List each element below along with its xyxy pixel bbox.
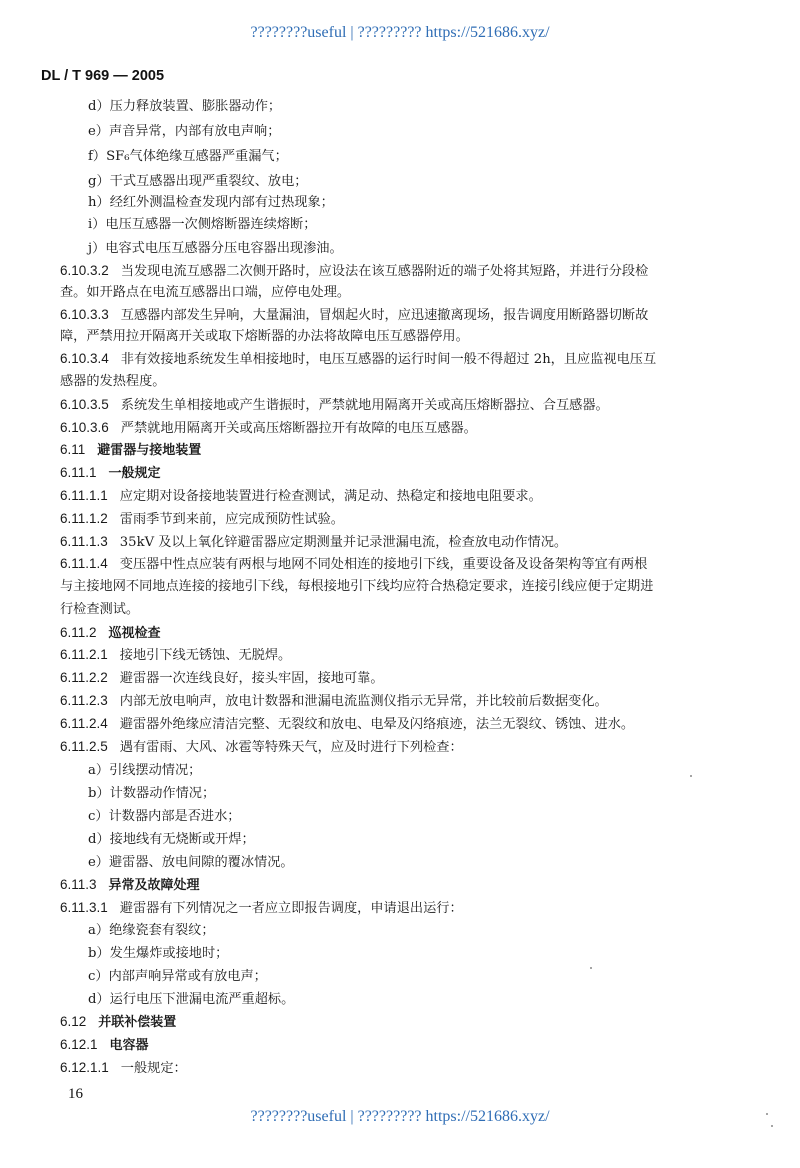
list-item (88, 240, 343, 258)
section-title: 避雷器与接地装置 (97, 443, 202, 458)
section-number: 6.12 (60, 1014, 87, 1029)
list-item (88, 945, 228, 963)
list-text: 压力释放装置、膨胀器动作； (109, 99, 282, 114)
section-number: 6.11.1 (60, 465, 97, 480)
clause-number: 6.11.1.1 (60, 488, 108, 503)
clause-number: 6.10.3.5 (60, 397, 109, 412)
list-text: 干式互感器出现严重裂纹、放电； (109, 174, 308, 189)
clause-6-11-2-1 (60, 646, 291, 665)
clause-number: 6.11.2.1 (60, 647, 108, 662)
list-item (88, 762, 201, 780)
clause-6-11-1-3 (60, 533, 567, 552)
list-text: 发生爆炸或接地时； (109, 946, 229, 961)
section-title: 异常及故障处理 (108, 878, 200, 893)
list-marker: i） (88, 217, 106, 232)
clause-number: 6.10.3.2 (60, 263, 109, 278)
clause-number: 6.11.2.5 (60, 739, 108, 754)
standard-code: DL / T 969 — 2005 (41, 68, 165, 84)
list-text: SF₆气体绝缘互感器严重漏气； (106, 149, 288, 164)
section-heading-6-11-2 (60, 624, 161, 643)
scan-speck (771, 1125, 773, 1127)
clause-6-10-3-2 (60, 262, 648, 281)
clause-6-11-1-4 (60, 555, 647, 574)
list-item (88, 854, 294, 872)
list-text: 避雷器、放电间隙的覆冰情况。 (109, 855, 294, 870)
list-marker: e） (88, 855, 109, 870)
list-item (88, 808, 240, 826)
watermark-link-bottom[interactable]: ????????useful | ????????? https://521686.xyz/ (250, 1108, 550, 1125)
list-marker: j） (88, 241, 106, 256)
clause-number: 6.10.3.6 (60, 420, 109, 435)
list-text: 计数器内部是否进水； (108, 809, 241, 824)
section-title: 巡视检查 (108, 626, 161, 641)
list-item (88, 194, 334, 212)
list-marker: f） (88, 149, 107, 164)
clause-text: 严禁就地用隔离开关或高压熔断器拉开有故障的电压互感器。 (120, 421, 477, 436)
clause-text: 系统发生单相接地或产生谐振时，严禁就地用隔离开关或高压熔断器拉、合互感器。 (120, 398, 609, 413)
clause-continuation: 查。如开路点在电流互感器出口端，应停电处理。 (60, 285, 351, 300)
list-marker: h） (88, 195, 110, 210)
clause-6-11-1-2 (60, 510, 344, 529)
clause-text: 非有效接地系统发生单相接地时，电压互感器的运行时间一般不得超过 2h，且应监视电压互 (120, 352, 657, 367)
clause-continuation: 障，严禁用拉开隔离开关或取下熔断器的办法将故障电压互感器停用。 (60, 329, 469, 344)
clause-text: 互感器内部发生异响，大量漏油，冒烟起火时，应迅速撤离现场，报告调度用断路器切断故 (120, 308, 649, 323)
scan-speck (590, 967, 592, 969)
clause-6-10-3-6 (60, 419, 477, 438)
list-marker: e） (88, 124, 109, 139)
list-text: 内部声响异常或有放电声； (108, 969, 267, 984)
list-item (88, 216, 316, 234)
scan-speck (690, 775, 692, 777)
clause-number: 6.12.1.1 (60, 1060, 109, 1075)
list-item (88, 991, 294, 1009)
section-heading-6-11 (60, 441, 201, 460)
list-item (88, 922, 215, 940)
clause-number: 6.11.2.2 (60, 670, 108, 685)
clause-text: 变压器中性点应装有两根与地网不同处相连的接地引下线，重要设备及设备架构等宜有两根 (119, 557, 648, 572)
list-text: 电压互感器一次侧熔断器连续熔断； (105, 217, 317, 232)
clause-6-10-3-3 (60, 306, 648, 325)
list-marker: c） (88, 969, 109, 984)
list-marker: d） (88, 832, 110, 847)
list-marker: d） (88, 992, 110, 1007)
list-text: 经红外测温检查发现内部有过热现象； (109, 195, 334, 210)
clause-text: 当发现电流互感器二次侧开路时，应设法在该互感器附近的端子处将其短路，并进行分段检 (120, 264, 649, 279)
clause-continuation: 感器的发热程度。 (60, 374, 166, 389)
clause-text: 避雷器有下列情况之一者应立即报告调度，申请退出运行： (119, 901, 463, 916)
list-text: 绝缘瓷套有裂纹； (109, 923, 215, 938)
clause-6-11-2-3 (60, 692, 608, 711)
section-title: 一般规定 (108, 466, 161, 481)
section-heading-6-12 (60, 1013, 176, 1032)
list-text: 电容式电压互感器分压电容器出现渗油。 (105, 241, 343, 256)
list-marker: a） (88, 763, 110, 778)
clause-number: 6.11.2.4 (60, 716, 108, 731)
list-text: 接地线有无烧断或开焊； (109, 832, 255, 847)
clause-6-11-3-1 (60, 899, 463, 918)
clause-text: 遇有雷雨、大风、冰雹等特殊天气，应及时进行下列检查： (119, 740, 463, 755)
clause-number: 6.11.1.4 (60, 556, 108, 571)
section-heading-6-12-1 (60, 1036, 149, 1055)
clause-text: 避雷器一次连线良好，接头牢固，接地可靠。 (119, 671, 384, 686)
list-item (88, 968, 267, 986)
section-number: 6.11 (60, 442, 86, 457)
clause-6-10-3-5 (60, 396, 609, 415)
clause-continuation: 与主接地网不同地点连接的接地引下线，每根接地引下线均应符合热稳定要求，连接引线应便于定期进 (60, 579, 654, 594)
clause-text: 接地引下线无锈蚀、无脱焊。 (119, 648, 292, 663)
list-marker: d） (88, 99, 110, 114)
section-title: 并联补偿装置 (98, 1015, 177, 1030)
list-item (88, 831, 255, 849)
clause-6-10-3-4 (60, 350, 656, 369)
scan-speck (766, 1113, 768, 1115)
clause-text: 雷雨季节到来前，应完成预防性试验。 (119, 512, 344, 527)
section-title: 电容器 (109, 1038, 149, 1053)
clause-text: 内部无放电响声，放电计数器和泄漏电流监测仪指示无异常，并比较前后数据变化。 (119, 694, 608, 709)
list-item (88, 785, 215, 803)
clause-6-11-2-2 (60, 669, 384, 688)
list-text: 运行电压下泄漏电流严重超标。 (109, 992, 295, 1007)
list-text: 计数器动作情况； (109, 786, 216, 801)
list-text: 引线摆动情况； (109, 763, 202, 778)
clause-number: 6.11.1.3 (60, 534, 108, 549)
clause-continuation: 行检查测试。 (60, 602, 140, 617)
clause-text: 避雷器外绝缘应清洁完整、无裂纹和放电、电晕及闪络痕迹，法兰无裂纹、锈蚀、进水。 (119, 717, 635, 732)
list-marker: c） (88, 809, 109, 824)
watermark-link-top[interactable]: ????????useful | ????????? https://521686.xyz/ (250, 24, 550, 41)
clause-6-11-2-5 (60, 738, 463, 757)
clause-6-12-1-1 (60, 1059, 187, 1078)
section-number: 6.12.1 (60, 1037, 98, 1052)
section-number: 6.11.2 (60, 625, 97, 640)
clause-number: 6.11.3.1 (60, 900, 108, 915)
clause-text: 35kV 及以上氧化锌避雷器应定期测量并记录泄漏电流，检查放电动作情况。 (119, 535, 568, 550)
list-item (88, 98, 281, 116)
section-heading-6-11-3 (60, 876, 200, 895)
clause-text: 应定期对设备接地装置进行检查测试，满足动、热稳定和接地电阻要求。 (119, 489, 542, 504)
section-number: 6.11.3 (60, 877, 97, 892)
list-marker: g） (88, 174, 110, 189)
list-marker: b） (88, 786, 110, 801)
clause-text: 一般规定： (120, 1061, 187, 1076)
list-text: 声音异常，内部有放电声响； (109, 124, 281, 139)
list-item (88, 123, 280, 141)
list-item (88, 173, 307, 191)
clause-number: 6.10.3.4 (60, 351, 109, 366)
clause-number: 6.10.3.3 (60, 307, 109, 322)
clause-6-11-1-1 (60, 487, 542, 506)
clause-6-11-2-4 (60, 715, 634, 734)
list-marker: a） (88, 923, 110, 938)
list-item (88, 148, 288, 166)
clause-number: 6.11.2.3 (60, 693, 108, 708)
page-number: 16 (68, 1086, 83, 1102)
clause-number: 6.11.1.2 (60, 511, 108, 526)
section-heading-6-11-1 (60, 464, 161, 483)
list-marker: b） (88, 946, 110, 961)
